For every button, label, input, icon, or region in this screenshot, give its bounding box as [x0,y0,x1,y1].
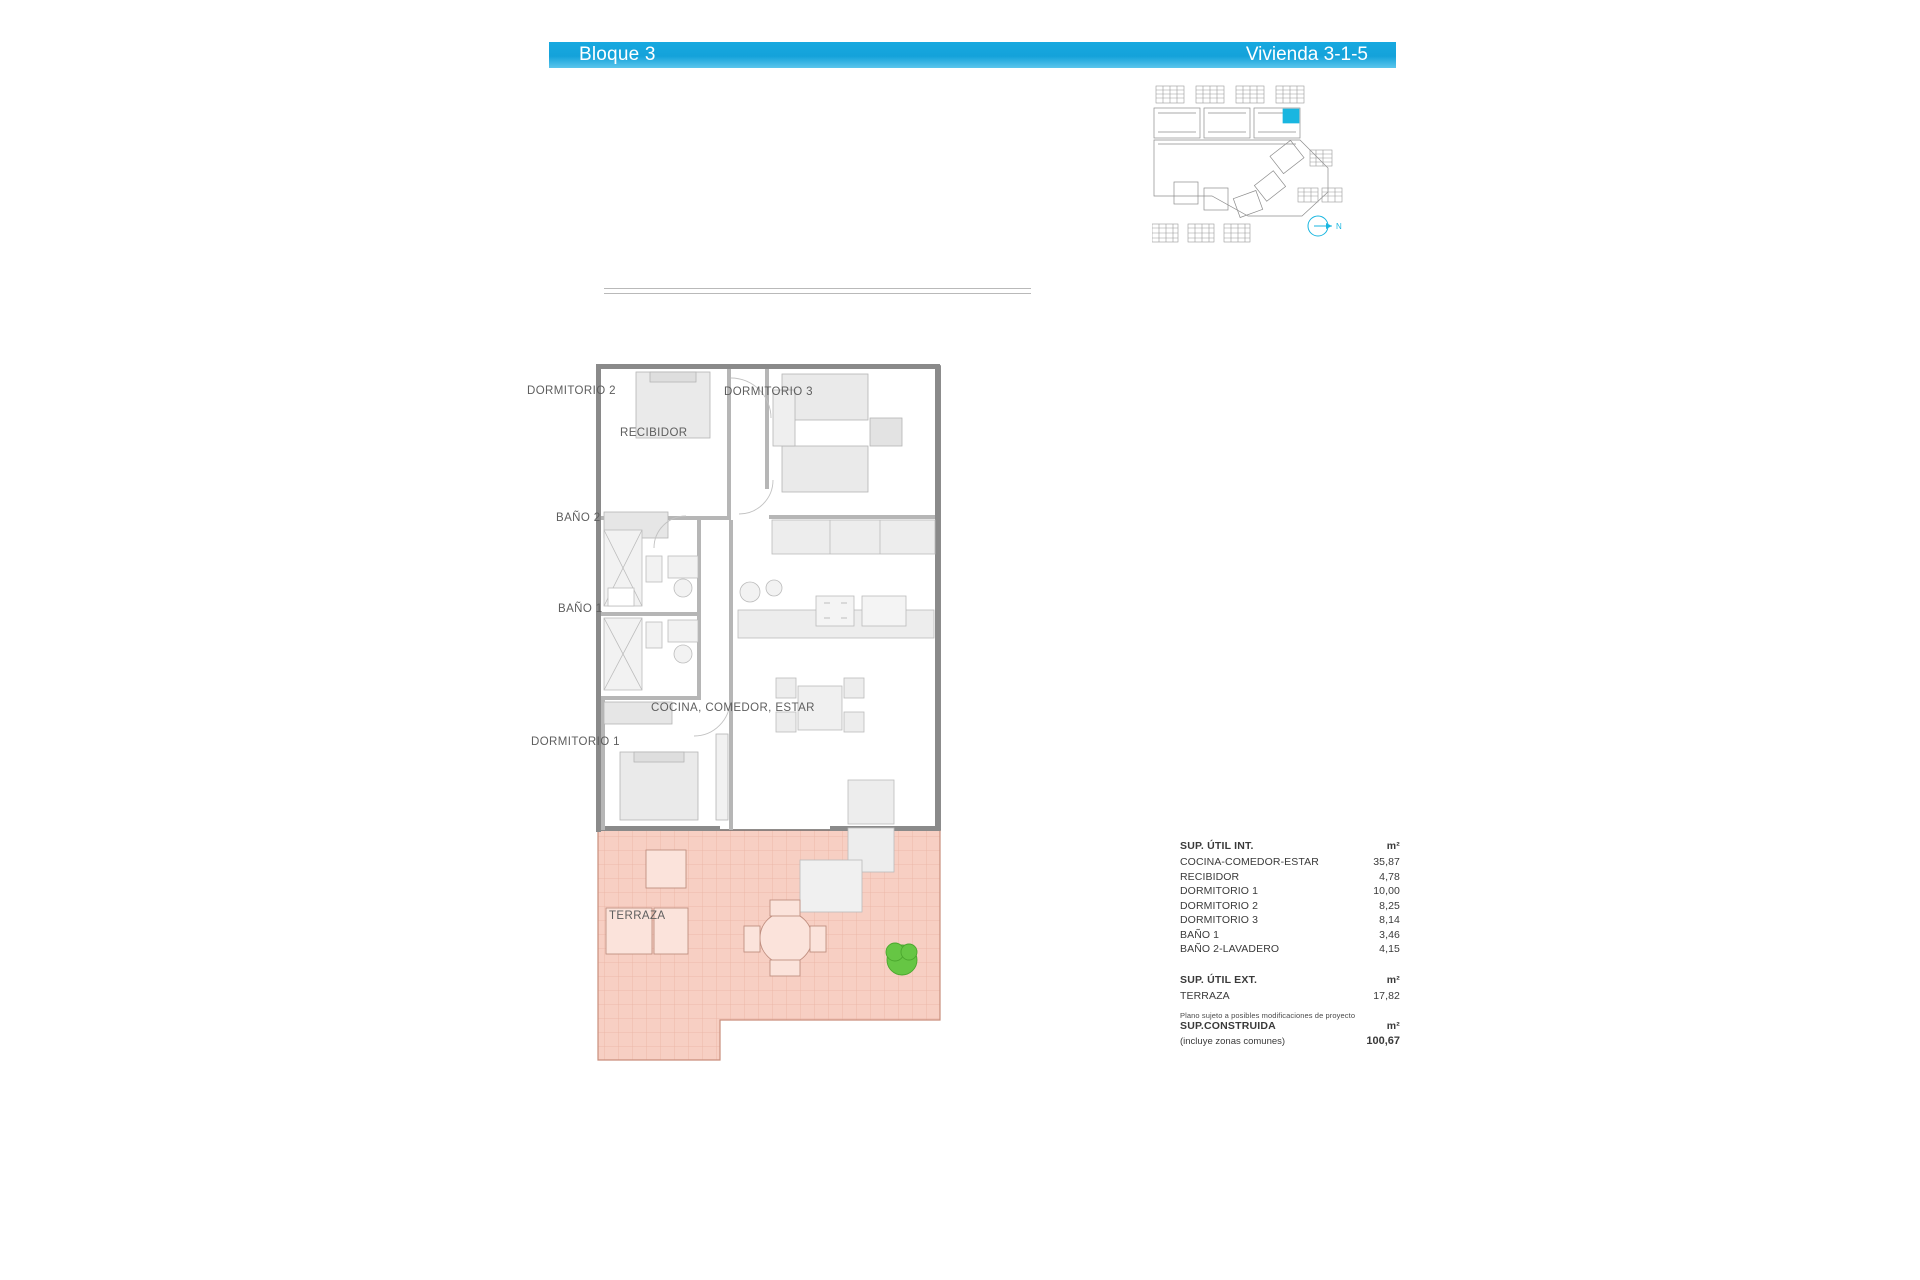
area-row-name: DORMITORIO 2 [1180,899,1259,912]
area-row [1180,870,1400,885]
furniture-bano-2 [604,530,698,606]
area-row-name: BAÑO 1 [1180,928,1220,941]
block-title: Bloque 3 [579,44,656,65]
area-row [1180,913,1400,928]
room-label-dormitorio-1: DORMITORIO 1 [531,736,620,748]
areas-interior-group [1180,840,1400,957]
areas-built-header [1180,1020,1400,1032]
area-row-value: 8,25 [1379,899,1400,912]
area-row-name: BAÑO 2-LAVADERO [1180,943,1280,955]
unit-title: Vivienda 3-1-5 [1245,44,1368,65]
areas-built-unit: m² [1386,1020,1400,1032]
furniture-dormitorio-2 [604,372,710,538]
areas-built-subtitle: (incluye zonas comunes) [1180,1036,1286,1047]
area-row [1180,989,1400,1004]
area-row-name: TERRAZA [1180,989,1230,1002]
divider-line-bottom [604,293,1031,294]
room-label-cocina-comedor-estar: COCINA, COMEDOR, ESTAR [651,702,815,714]
room-label-dormitorio-2: DORMITORIO 2 [527,385,616,397]
areas-built-group [1180,1020,1400,1047]
area-row-value: 4,15 [1379,943,1400,955]
areas-exterior-group [1180,974,1400,1004]
areas-built-row [1180,1035,1400,1047]
area-row-value: 17,82 [1373,989,1400,1002]
areas-built-title: SUP.CONSTRUIDA [1180,1020,1276,1032]
area-row-value: 35,87 [1373,856,1400,868]
north-label: N [1336,222,1342,231]
area-row [1180,899,1400,914]
area-row [1180,928,1400,943]
room-label-bano-2: BAÑO 2 [556,512,601,524]
areas-interior-header [1180,840,1400,852]
furniture-dormitorio-1 [604,702,728,820]
areas-exterior-header [1180,974,1400,986]
areas-spacer [1180,957,1400,974]
plan-disclaimer: Plano sujeto a posibles modificaciones de proyecto [1180,1011,1356,1020]
area-row-name: DORMITORIO 3 [1180,914,1259,926]
area-row-value: 3,46 [1379,928,1400,941]
areas-interior-unit: m² [1386,840,1400,852]
area-row-value: 8,14 [1379,914,1400,926]
areas-interior-title: SUP. ÚTIL INT. [1180,840,1254,852]
area-row-name: COCINA-COMEDOR-ESTAR [1180,856,1319,868]
divider-line-top [604,288,1031,289]
room-label-recibidor: RECIBIDOR [620,427,688,439]
furniture-bano-1 [604,618,698,690]
north-arrow-icon [1308,216,1342,236]
area-row-name: RECIBIDOR [1180,870,1240,883]
area-row-name: DORMITORIO 1 [1180,885,1259,897]
room-label-terraza: TERRAZA [609,910,666,922]
site-key-plan [1152,84,1384,268]
area-row [1180,884,1400,899]
floor-plan-drawing [590,360,1040,1230]
areas-exterior-title: SUP. ÚTIL EXT. [1180,973,1258,986]
area-row [1180,942,1400,957]
area-row-value: 10,00 [1373,885,1400,897]
area-row [1180,855,1400,870]
area-row-value: 4,78 [1379,870,1400,883]
areas-built-value: 100,67 [1366,1035,1400,1047]
room-label-bano-1: BAÑO 1 [558,603,603,615]
areas-exterior-unit: m² [1386,973,1400,986]
room-label-dormitorio-3: DORMITORIO 3 [724,386,813,398]
